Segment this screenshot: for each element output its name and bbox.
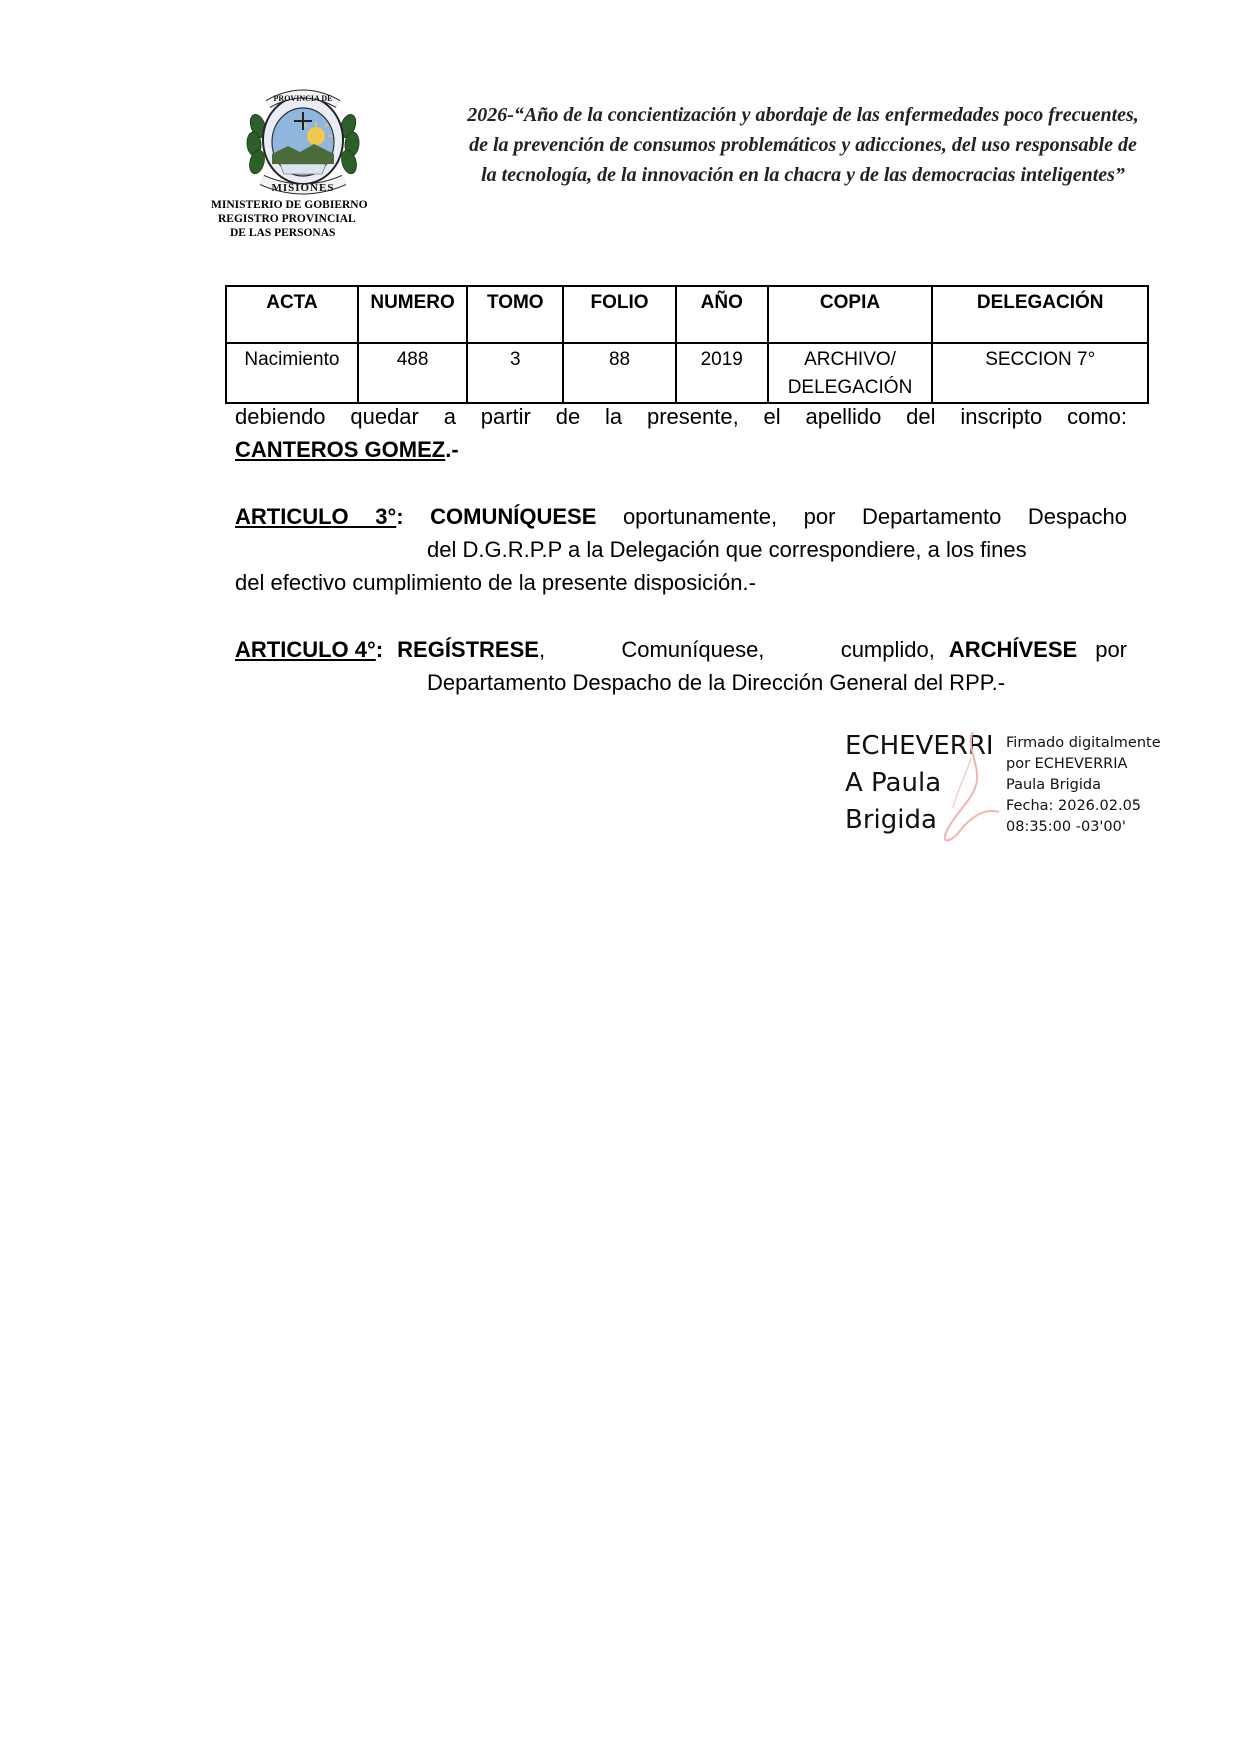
registered-surname: CANTEROS GOMEZ <box>235 437 446 462</box>
table-header-cell: DELEGACIÓN <box>932 286 1148 343</box>
seal-text-bottom: MISIONES <box>271 182 335 194</box>
article-4-text-end: por <box>1095 637 1127 662</box>
table-cell: SECCION 7° <box>932 343 1148 403</box>
article-3-text: oportunamente, por Departamento Despacho <box>596 504 1127 529</box>
article-4-label: ARTICULO 4° <box>235 637 376 662</box>
paragraph-line: debiendo quedar a partir de la presente, el apellido del inscripto como: <box>235 404 1127 429</box>
table-header-cell: FOLIO <box>563 286 676 343</box>
table-header-cell: TOMO <box>467 286 563 343</box>
article-3-line: del D.G.R.P.P a la Delegación que correspondiere, a los fines <box>427 537 1027 562</box>
article-4-line <box>235 633 1127 666</box>
digital-signature-info <box>1006 733 1161 838</box>
table-header-row <box>226 286 1148 343</box>
ministry-line: REGISTRO PROVINCIAL <box>218 213 356 225</box>
article-4-keyword-register: REGÍSTRESE <box>397 637 539 662</box>
signature-info-line: Firmado digitalmente <box>1006 735 1161 751</box>
pdf-signature-mark-icon <box>935 728 1005 846</box>
table-row <box>226 343 1148 403</box>
signature-info-line: Paula Brigida <box>1006 777 1101 793</box>
article-4-keyword-archive: ARCHÍVESE <box>948 637 1078 662</box>
article-3-label: ARTICULO 3° <box>235 504 397 529</box>
signature-info-line: por ECHEVERRIA <box>1006 756 1128 772</box>
article-4-text: , Comuníquese, cumplido, <box>538 637 935 662</box>
ministry-header <box>202 198 392 240</box>
table-cell: 88 <box>563 343 676 403</box>
signer-name-line: Brigida <box>845 805 937 835</box>
article-3-colon: : <box>396 504 431 529</box>
table-header-cell: AÑO <box>676 286 768 343</box>
signer-name-line: ECHEVERRI <box>845 731 994 761</box>
table-cell: Nacimiento <box>226 343 358 403</box>
table-cell: 488 <box>358 343 468 403</box>
year-motto <box>408 100 1198 190</box>
surname-suffix: .- <box>445 437 459 462</box>
table-cell: 3 <box>467 343 563 403</box>
table-header-cell: COPIA <box>768 286 933 343</box>
article-3-line: del efectivo cumplimiento de la presente disposición.- <box>235 570 756 595</box>
table-cell: ARCHIVO/ DELEGACIÓN <box>768 343 933 403</box>
article-3 <box>235 500 1127 599</box>
article-4 <box>235 633 1127 699</box>
motto-line: de la prevención de consumos problemáticos y adicciones, del uso responsable de <box>469 134 1137 156</box>
article-4-colon: : <box>375 637 384 662</box>
provincial-seal-logo <box>240 84 366 196</box>
signer-name-line: A Paula <box>845 768 942 798</box>
table-header-cell: ACTA <box>226 286 358 343</box>
table-cell: 2019 <box>676 343 768 403</box>
signature-info-line: 08:35:00 -03'00' <box>1006 819 1126 835</box>
motto-line: 2026-“Año de la concientización y abordaje de las enfermedades poco frecuentes, <box>467 104 1139 126</box>
article-4-line: Departamento Despacho de la Dirección General del RPP.- <box>427 670 1006 695</box>
acta-table <box>225 285 1149 404</box>
ministry-line: DE LAS PERSONAS <box>230 227 336 239</box>
article-3-line <box>235 500 1127 533</box>
motto-line: la tecnología, de la innovación en la chacra y de las democracias inteligentes” <box>481 164 1125 186</box>
ministry-line: MINISTERIO DE GOBIERNO <box>211 199 368 211</box>
article-3-keyword: COMUNÍQUESE <box>430 504 597 529</box>
seal-text-top: PROVINCIA DE <box>273 94 333 103</box>
table-header-cell: NUMERO <box>358 286 468 343</box>
paragraph-line <box>235 433 1127 466</box>
surname-paragraph <box>235 400 1127 466</box>
signature-info-line: Fecha: 2026.02.05 <box>1006 798 1142 814</box>
